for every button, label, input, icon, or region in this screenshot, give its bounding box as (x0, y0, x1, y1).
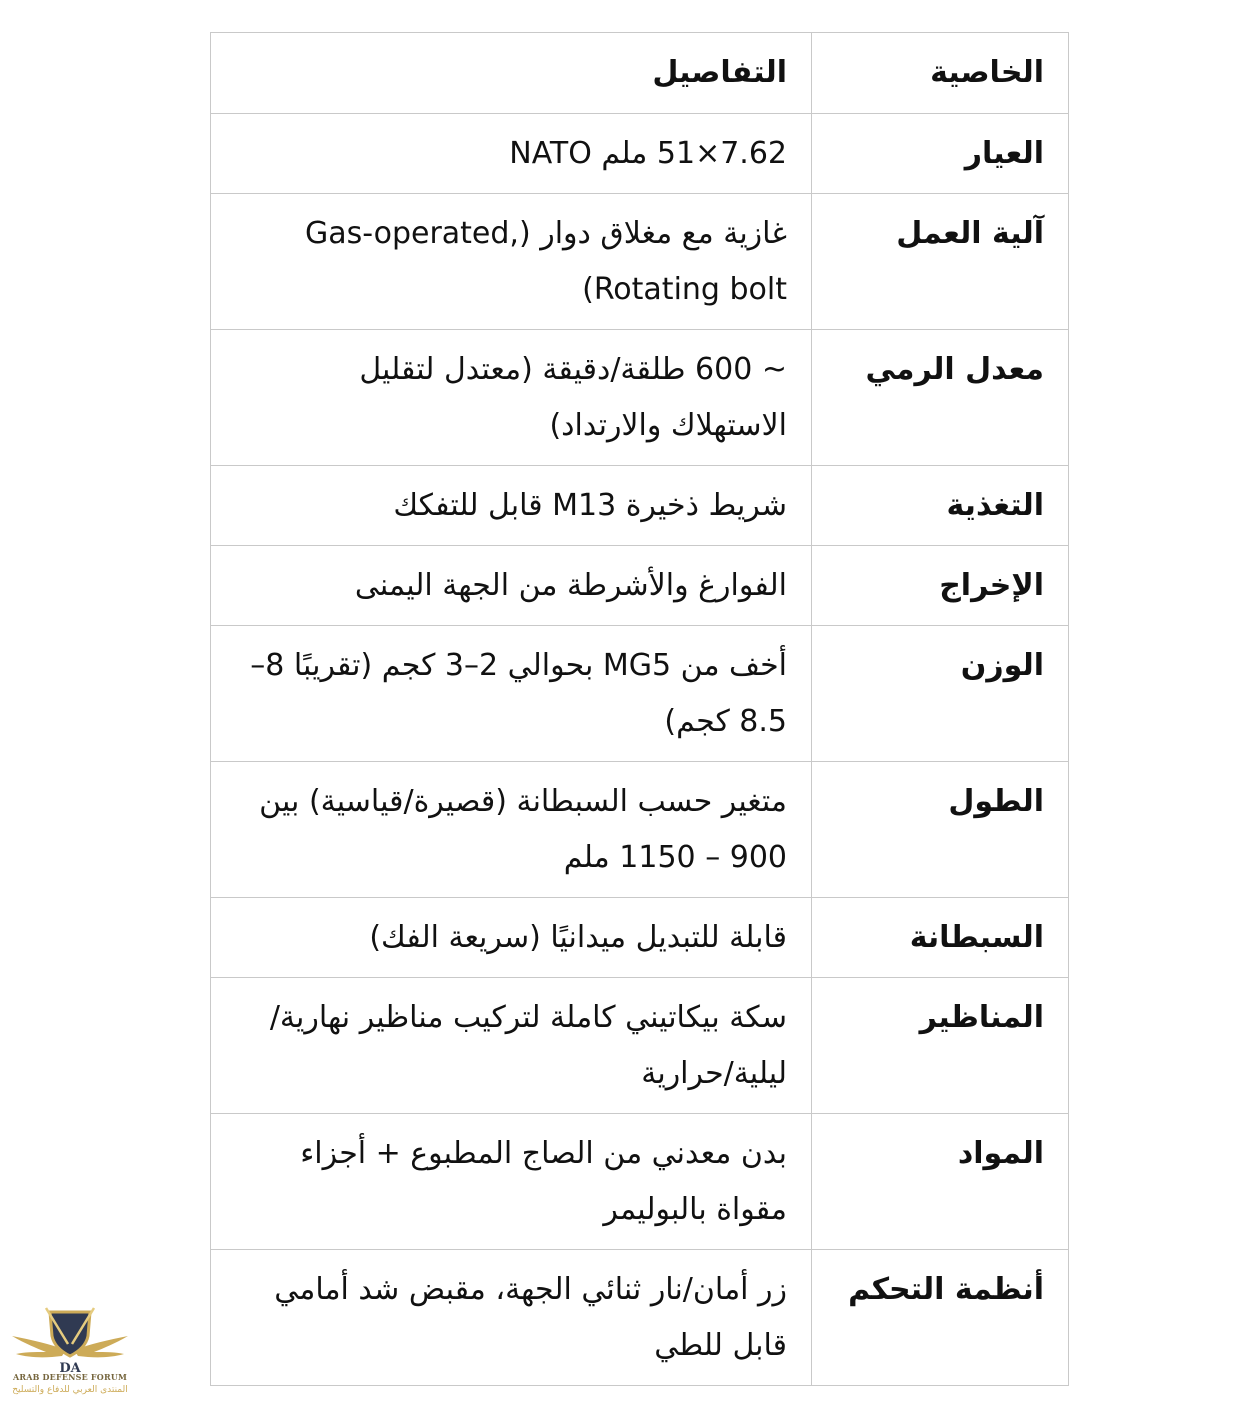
table-row (211, 194, 1069, 330)
row-property: العيار (812, 114, 1069, 194)
row-property: التغذية (812, 466, 1069, 546)
row-details: 7.62×51 ملم NATO (211, 114, 812, 194)
row-details: قابلة للتبديل ميدانيًا (سريعة الفك) (211, 898, 812, 978)
watermark-name-en: ARAB DEFENSE FORUM (12, 1372, 128, 1382)
row-property: آلية العمل (812, 194, 1069, 330)
forum-watermark-logo (6, 1306, 134, 1402)
table-row (211, 330, 1069, 466)
row-details: متغير حسب السبطانة (قصيرة/قياسية) بين 900 – 1150 ملم (211, 762, 812, 898)
table-row (211, 1114, 1069, 1250)
table-row (211, 546, 1069, 626)
row-property: المناظير (812, 978, 1069, 1114)
row-property: معدل الرمي (812, 330, 1069, 466)
row-property: الإخراج (812, 546, 1069, 626)
header-property: الخاصية (812, 33, 1069, 114)
watermark-name-ar: المنتدى العربي للدفاع والتسليح (12, 1385, 128, 1395)
table-row (211, 898, 1069, 978)
row-details: زر أمان/نار ثنائي الجهة، مقبض شد أمامي قابل للطي (211, 1250, 812, 1386)
table-row (211, 114, 1069, 194)
row-details: شريط ذخيرة M13 قابل للتفكك (211, 466, 812, 546)
specs-table (210, 32, 1069, 1386)
row-details: الفوارغ والأشرطة من الجهة اليمنى (211, 546, 812, 626)
monogram-text: DA (59, 1361, 81, 1376)
row-property: المواد (812, 1114, 1069, 1250)
row-details: ~ 600 طلقة/دقيقة (معتدل لتقليل الاستهلاك والارتداد) (211, 330, 812, 466)
table-row (211, 466, 1069, 546)
row-property: السبطانة (812, 898, 1069, 978)
table-header-row (211, 33, 1069, 114)
table-row (211, 762, 1069, 898)
row-property: الطول (812, 762, 1069, 898)
row-details: غازية مع مغلاق دوار (Gas-operated, Rotating bolt) (211, 194, 812, 330)
table-row (211, 1250, 1069, 1386)
row-details: بدن معدني من الصاج المطبوع + أجزاء مقواة بالبوليمر (211, 1114, 812, 1250)
table-row (211, 978, 1069, 1114)
table-row (211, 626, 1069, 762)
row-details: سكة بيكاتيني كاملة لتركيب مناظير نهارية/ليلية/حرارية (211, 978, 812, 1114)
header-details: التفاصيل (211, 33, 812, 114)
row-property: الوزن (812, 626, 1069, 762)
row-property: أنظمة التحكم (812, 1250, 1069, 1386)
winged-shield-icon (6, 1306, 134, 1376)
row-details: أخف من MG5 بحوالي 2–3 كجم (تقريبًا 8–8.5 كجم) (211, 626, 812, 762)
